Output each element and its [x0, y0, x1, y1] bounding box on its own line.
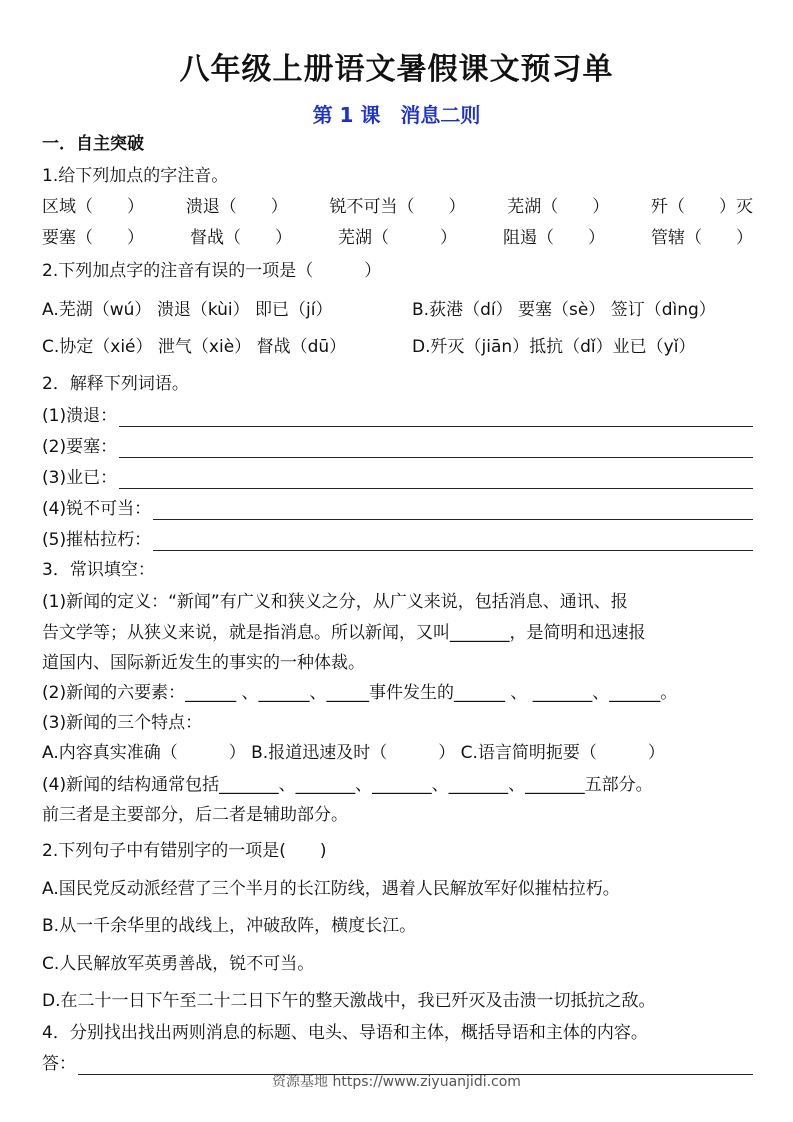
- q1-row-1: [42, 196, 753, 218]
- item: 芜湖（ ）: [338, 228, 457, 248]
- answer-line: [153, 532, 753, 551]
- footer-watermark: 资源基地 https://www.ziyuanjidi.com: [272, 1074, 521, 1090]
- fill-line: [42, 405, 753, 427]
- item: 芜湖（ ）: [507, 197, 610, 217]
- option-a: A.芜湖（wú） 溃退（kùi） 即已（jí）: [42, 300, 333, 320]
- item: 区域（ ）: [42, 197, 144, 217]
- text-line: (1)新闻的定义：“新闻”有广义和狭义之分，从广义来说，包括消息、通讯、报: [42, 592, 628, 612]
- q1-row-2: [42, 227, 753, 249]
- text-line: 告文学等；从狭义来说，就是指消息。所以新闻，又叫_______，是简明和迅速报: [42, 623, 646, 643]
- option-d: D.歼灭（jiān）抵抗（dǐ）业已（yǐ）: [412, 337, 696, 357]
- option-c: C.协定（xié） 泄气（xiè） 督战（dū）: [42, 337, 347, 357]
- fill-line: [42, 498, 753, 520]
- option-b: B.从一千余华里的战线上，冲破敌阵，横度长江。: [42, 916, 417, 936]
- option-b: B.荻港（dí） 要塞（sè） 签订（dìng）: [412, 300, 716, 320]
- item: 歼（ ）灭: [651, 197, 753, 217]
- option-d: D.在二十一日下午至二十二日下午的整天激战中，我已歼灭及击溃一切抵抗之敌。: [42, 991, 656, 1011]
- question-4: 3．常识填空：: [42, 560, 155, 580]
- text-line: 道国内、国际新近发生的事实的一种体裁。: [42, 653, 365, 673]
- page-title: 八年级上册语文暑假课文预习单: [179, 52, 614, 87]
- text-line: (3)新闻的三个特点：: [42, 713, 203, 733]
- text-line: (4)新闻的结构通常包括_______、_______、_______、_______、_______五部分。: [42, 775, 653, 795]
- label: (5)摧枯拉朽：: [42, 530, 152, 550]
- answer-line: [153, 501, 753, 520]
- item: 督战（ ）: [190, 228, 292, 248]
- label: (2)要塞：: [42, 437, 118, 457]
- option-a: A.国民党反动派经营了三个半月的长江防线，遇着人民解放军好似摧枯拉朽。: [42, 879, 620, 899]
- answer-line: [119, 439, 753, 458]
- label: (3)业已：: [42, 468, 118, 488]
- section-heading: 一．自主突破: [42, 134, 144, 154]
- question-2: 2.下列加点字的注音有误的一项是（ ）: [42, 261, 382, 281]
- answer-line: [119, 408, 753, 427]
- item: 锐不可当（ ）: [329, 197, 466, 217]
- question-1: 1.给下列加点的字注音。: [42, 166, 229, 186]
- option-c: C.人民解放军英勇善战，锐不可当。: [42, 954, 315, 974]
- fill-line: [42, 436, 753, 458]
- item: 溃退（ ）: [185, 197, 288, 217]
- label: (1)溃退：: [42, 406, 118, 426]
- label: (4)锐不可当：: [42, 499, 152, 519]
- lesson-title: 第 1 课 消息二则: [312, 103, 481, 127]
- question-5: 2.下列句子中有错别字的一项是( ): [42, 841, 327, 861]
- fill-line: [42, 529, 753, 551]
- item: 阻遏（ ）: [503, 228, 605, 248]
- question-6: 4．分别找出找出两则消息的标题、电头、导语和主体，概括导语和主体的内容。: [42, 1023, 648, 1043]
- text-line: A.内容真实准确（ ） B.报道迅速及时（ ） C.语言简明扼要（ ）: [42, 743, 665, 763]
- item: 管辖（ ）: [651, 228, 753, 248]
- fill-line: [42, 467, 753, 489]
- text-line: 前三者是主要部分，后二者是辅助部分。: [42, 805, 348, 825]
- answer-label: 答：: [42, 1054, 76, 1074]
- text-line: (2)新闻的六要素：______ 、______、_____事件发生的______ 、 _______、______。: [42, 683, 678, 703]
- item: 要塞（ ）: [42, 228, 144, 248]
- answer-line: [119, 470, 753, 489]
- question-3: 2．解释下列词语。: [42, 374, 189, 394]
